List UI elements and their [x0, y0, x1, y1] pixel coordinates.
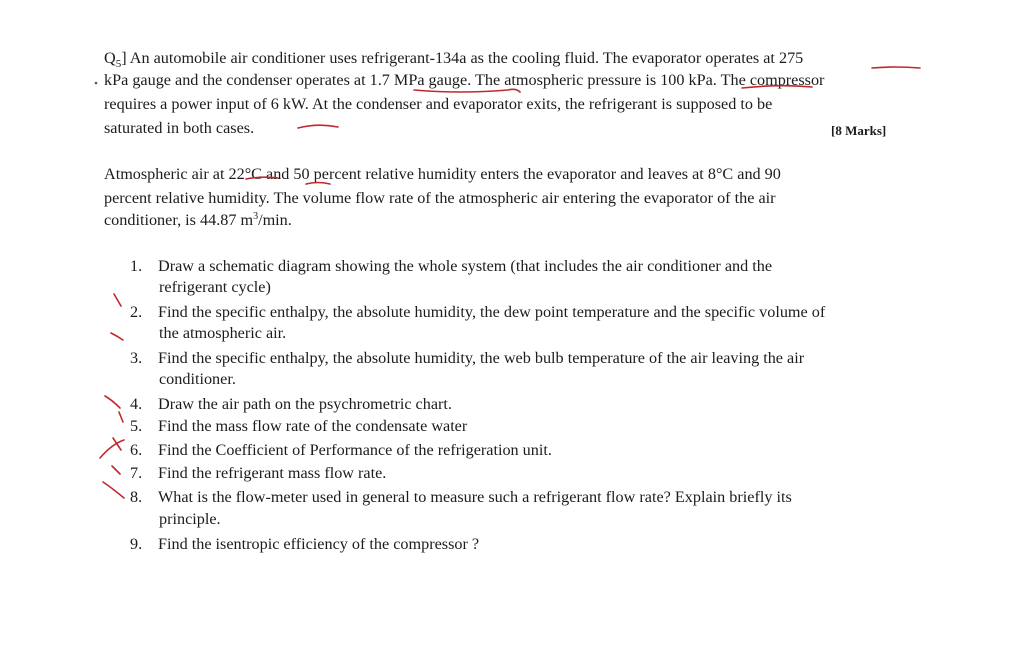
question-line-3: requires a power input of 6 kW. At the condenser and evaporator exits, the refrigerant is supposed to be: [104, 95, 773, 113]
check-mark-7: [112, 466, 120, 474]
check-mark-8: [103, 482, 124, 498]
list-item-5: 5. Find the mass flow rate of the condensate water: [130, 417, 468, 435]
list-item-2: 2. Find the specific enthalpy, the absolute humidity, the dew point temperature and the specific volume of: [130, 303, 826, 321]
check-mark-5: [119, 412, 123, 422]
list-item-1: 1. Draw a schematic diagram showing the whole system (that includes the air conditioner and the: [130, 257, 773, 275]
underline-275: [872, 67, 920, 68]
check-mark-4: [105, 396, 120, 408]
marks-label: [8 Marks]: [831, 123, 887, 138]
list-item-9: 9. Find the isentropic efficiency of the compressor ?: [130, 535, 480, 553]
check-mark-2b: [111, 333, 123, 340]
air-line-3: conditioner, is 44.87 $m^3/\min$.: [104, 211, 292, 229]
check-mark-6b: [100, 440, 124, 458]
question-line-2: kPa gauge and the condenser operates at 1.7 MPa gauge. The atmospheric pressure is 100 kPa. The compressor: [104, 71, 825, 89]
list-item-7: 7. Find the refrigerant mass flow rate.: [130, 464, 387, 482]
check-mark-6: [113, 438, 121, 450]
question-line-4: saturated in both cases.: [104, 119, 255, 137]
air-line-2: percent relative humidity. The volume flow rate of the atmospheric air entering the evaporator of the air: [104, 189, 776, 207]
list-item-8-cont: principle.: [159, 510, 221, 528]
list-item-3: 3. Find the specific enthalpy, the absolute humidity, the web bulb temperature of the air leaving the air: [130, 349, 805, 367]
list-item-6: 6. Find the Coefficient of Performance of the refrigeration unit.: [130, 441, 552, 459]
list-item-8: 8. What is the flow-meter used in general to measure such a refrigerant flow rate? Explain briefly its: [130, 488, 792, 506]
check-mark-2: [114, 294, 121, 306]
question-label: $Q_5$]: [104, 49, 127, 71]
list-item-2-cont: the atmospheric air.: [159, 324, 287, 342]
underline-mark-saturated: [298, 125, 338, 128]
list-item-1-cont: refrigerant cycle): [159, 278, 271, 296]
list-item-3-cont: conditioner.: [159, 370, 236, 388]
air-line-1: Atmospheric air at 22°C and 50 percent relative humidity enters the evaporator and leaves at 8°C and 90: [104, 165, 781, 183]
list-item-4: 4. Draw the air path on the psychrometric chart.: [130, 395, 452, 413]
question-text-1: An automobile air conditioner uses refrigerant-134a as the cooling fluid. The evaporator operates at 275: [129, 49, 804, 67]
